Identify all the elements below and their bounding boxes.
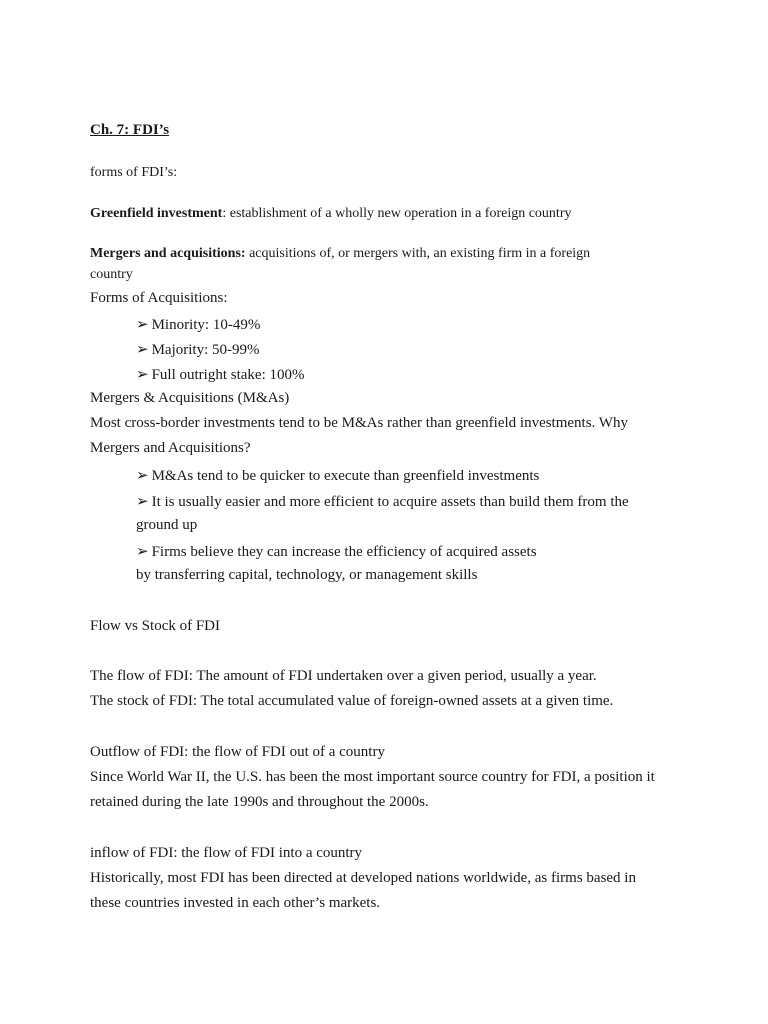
list-item: ➢ M&As tend to be quicker to execute than greenfield investments <box>136 468 540 484</box>
ma-heading: Mergers & Acquisitions (M&As) <box>90 390 290 406</box>
list-item-cont: ground up <box>136 517 198 533</box>
mergers-text: acquisitions of, or mergers with, an existing firm in a foreign <box>245 246 591 261</box>
arrow-bullet-icon: ➢ <box>136 317 149 333</box>
greenfield-term: Greenfield investment <box>90 206 223 221</box>
cross-border-text-cont: Mergers and Acquisitions? <box>90 440 251 456</box>
list-item: ➢ Majority: 50-99% <box>136 342 260 358</box>
greenfield-definition <box>90 206 571 222</box>
list-item: ➢ It is usually easier and more efficient to acquire assets than build them from the <box>136 494 629 510</box>
arrow-bullet-icon: ➢ <box>136 367 149 383</box>
inflow-definition: inflow of FDI: the flow of FDI into a country <box>90 845 363 861</box>
flow-vs-stock-heading: Flow vs Stock of FDI <box>90 618 221 634</box>
list-item: ➢ Full outright stake: 100% <box>136 367 305 383</box>
arrow-bullet-icon: ➢ <box>136 494 149 510</box>
page-title: Ch. 7: FDI’s <box>90 122 170 138</box>
list-item-cont: by transferring capital, technology, or management skills <box>136 567 478 583</box>
list-item: ➢ Firms believe they can increase the efficiency of acquired assets <box>136 544 537 560</box>
outflow-text-cont: retained during the late 1990s and throughout the 2000s. <box>90 794 429 810</box>
arrow-bullet-icon: ➢ <box>136 468 149 484</box>
flow-definition: The flow of FDI: The amount of FDI undertaken over a given period, usually a year. <box>90 668 597 684</box>
arrow-bullet-icon: ➢ <box>136 544 149 560</box>
arrow-bullet-icon: ➢ <box>136 342 149 358</box>
mergers-definition <box>90 246 590 262</box>
stock-definition: The stock of FDI: The total accumulated value of foreign-owned assets at a given time. <box>90 693 614 709</box>
inflow-text: Historically, most FDI has been directed at developed nations worldwide, as firms based in <box>90 870 636 886</box>
outflow-text: Since World War II, the U.S. has been the most important source country for FDI, a position it <box>90 769 655 785</box>
forms-of-acquisitions-heading: Forms of Acquisitions: <box>90 290 228 306</box>
mergers-definition-cont: country <box>90 267 133 282</box>
mergers-term: Mergers and acquisitions: <box>90 246 246 261</box>
outflow-definition: Outflow of FDI: the flow of FDI out of a country <box>90 744 385 760</box>
greenfield-text: : establishment of a wholly new operation in a foreign country <box>222 206 572 221</box>
cross-border-text: Most cross-border investments tend to be M&As rather than greenfield investments. Why <box>90 415 628 431</box>
inflow-text-cont: these countries invested in each other’s markets. <box>90 895 381 911</box>
list-item: ➢ Minority: 10-49% <box>136 317 261 333</box>
forms-of-fdi-label: forms of FDI’s: <box>90 165 178 180</box>
